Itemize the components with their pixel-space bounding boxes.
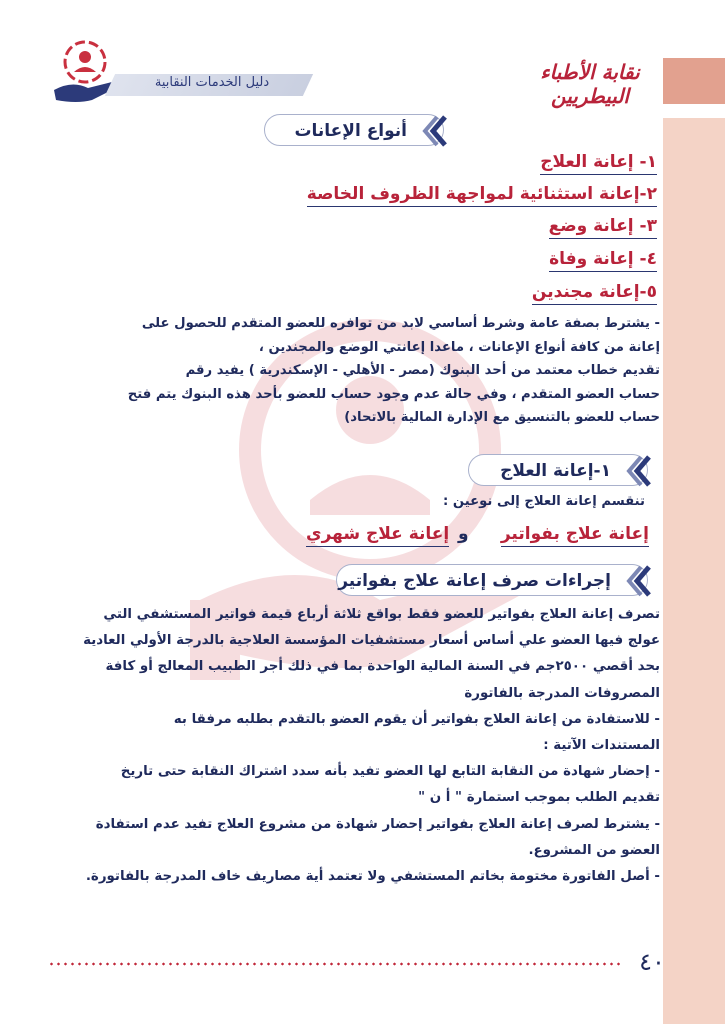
header-band-title: دليل الخدمات النقابية: [154, 75, 270, 90]
services-logo-icon: [52, 38, 122, 110]
treatment-connector: و: [458, 524, 469, 544]
side-strip: [663, 118, 725, 1024]
section-heading-types: [264, 114, 444, 146]
paragraph-line: - يشترط بصفة عامة وشرط أساسي لابد من توافره للعضو المتقدم للحصول على: [141, 316, 660, 331]
section-heading-label: إجراءات صرف إعانة علاج بفواتير: [338, 571, 611, 591]
paragraph-line: حساب للعضو بالتنسيق مع الإدارة المالية بالاتحاد): [344, 410, 660, 425]
paragraph-line: بحد أقصي ٢٥٠٠جم في السنة المالية الواحدة بما في ذلك أجر الطبيب المعالج أو كافة: [105, 659, 660, 675]
side-strip-top: [663, 58, 725, 104]
paragraph-line: تقديم خطاب معتمد من أحد البنوك (مصر - الأهلي - الإسكندرية ) يفيد رقم: [185, 363, 660, 378]
aid-type-item: ٣- إعانة وضع: [549, 216, 657, 239]
paragraph-line: - يشترط لصرف إعانة العلاج بفواتير إحضار شهادة من مشروع العلاج تفيد عدم استفادة: [95, 816, 660, 832]
footer-dotted-line: [48, 962, 620, 966]
chevron-left-icon: [415, 113, 451, 149]
paragraph-line: - أصل الفاتورة مختومة بخاتم المستشفي ولا تعتمد أية مصاريف خاف المدرجة بالفاتورة.: [85, 869, 660, 885]
paragraph-line: العضو من المشروع.: [528, 842, 660, 858]
aid-type-item: ٢-إعانة استثنائية لمواجهة الظروف الخاصة: [307, 184, 657, 207]
paragraph-line: المستندات الآتية :: [543, 738, 660, 754]
section-heading-treatment: [468, 454, 648, 486]
section-heading-label: ١-إعانة العلاج: [500, 461, 611, 481]
chevron-left-icon: [619, 563, 655, 599]
chevron-left-icon: [619, 453, 655, 489]
procedures-paragraph: [50, 602, 660, 890]
treatment-type-monthly: إعانة علاج شهري: [306, 524, 449, 547]
syndicate-logo-text: نقابة الأطباء البيطريين: [540, 60, 640, 108]
paragraph-line: حساب العضو المتقدم ، وفي حالة عدم وجود حساب للعضو بأحد هذه البنوك يتم فتح: [127, 386, 660, 402]
paragraph-line: - للاستفادة من إعانة العلاج بفواتير أن يقوم العضو بالتقدم بطلبه مرفقا به: [173, 711, 660, 727]
aid-type-item: ٥-إعانة مجندين: [532, 282, 657, 305]
section-heading-label: أنواع الإعانات: [294, 121, 407, 141]
paragraph-line: المصروفات المدرجة بالفاتورة: [464, 685, 660, 701]
aid-type-item: ٤- إعانة وفاة: [549, 249, 657, 272]
general-condition-paragraph: [50, 312, 660, 430]
paragraph-line: تقديم الطلب بموجب استمارة " أ ن ": [418, 790, 660, 806]
aid-type-item: ١- إعانة العلاج: [540, 152, 657, 175]
paragraph-line: عولج فيها العضو علي أساس أسعار مستشفيات المؤسسة العلاجية بالدرجة الأولي العادية: [83, 633, 660, 649]
section-heading-procedures: [336, 564, 648, 596]
treatment-intro: تنقسم إعانة العلاج إلى نوعين :: [443, 494, 645, 509]
paragraph-line: تصرف إعانة العلاج بفواتير للعضو فقط بواقع ثلاثة أرباع قيمة فواتير المستشفي التي: [103, 607, 660, 622]
treatment-type-invoices: إعانة علاج بفواتير: [501, 524, 649, 547]
paragraph-line: - إحضار شهادة من النقابة التابع لها العضو تفيد بأنه سدد اشتراك النقابة حتى تاريخ: [120, 764, 660, 780]
paragraph-line: إعانة من كافة أنواع الإعانات ، ماعدا إعانتي الوضع والمجندين ،: [258, 339, 660, 355]
page-number: ٤٠: [639, 948, 665, 976]
